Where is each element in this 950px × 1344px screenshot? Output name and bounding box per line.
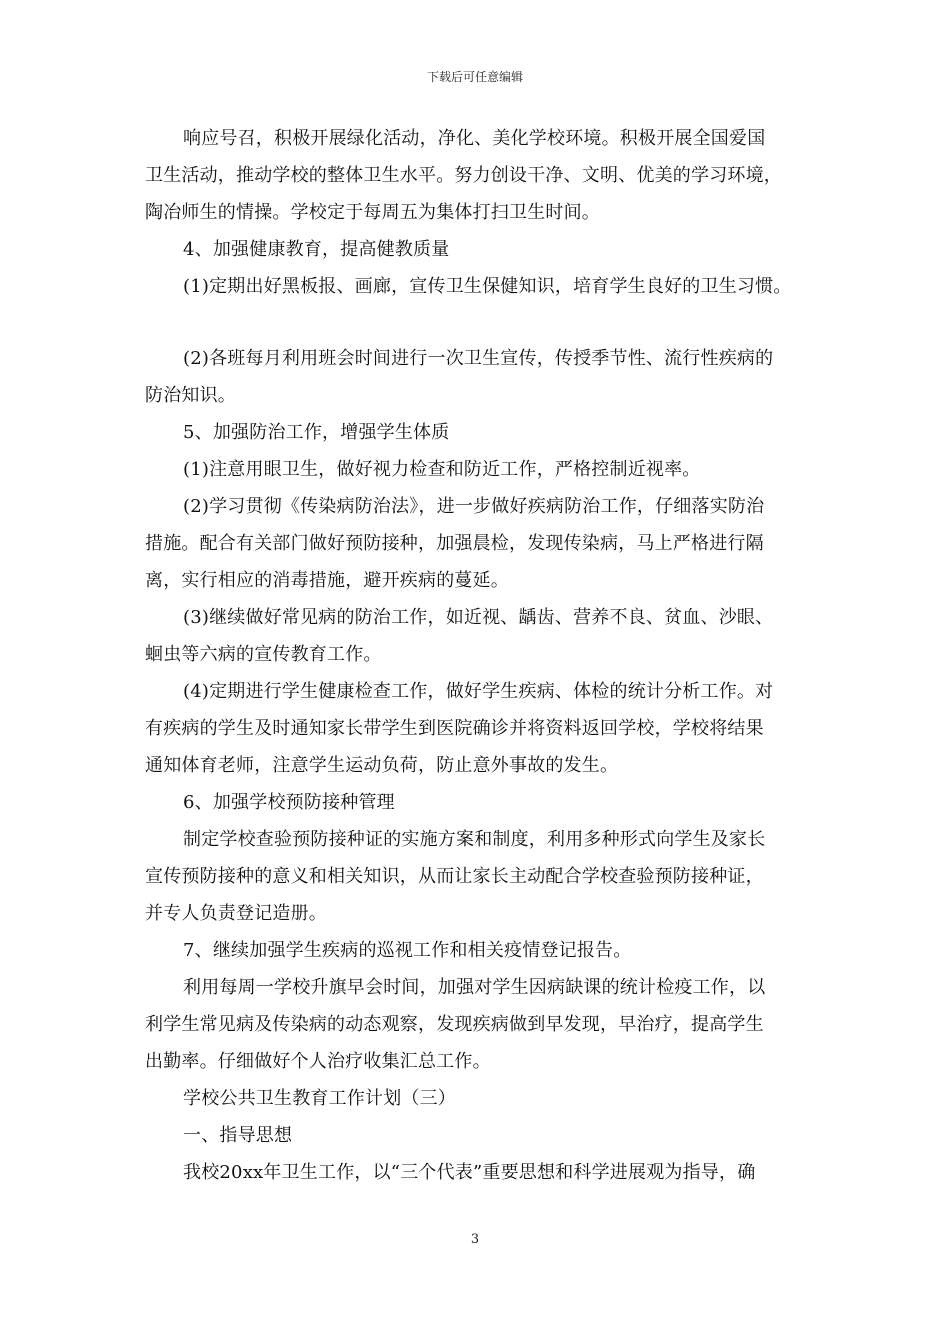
paragraph-line: 蛔虫等六病的宣传教育工作。 bbox=[145, 644, 382, 665]
paragraph-line: 通知体育老师，注意学生运动负荷，防止意外事故的发生。 bbox=[145, 755, 619, 776]
paragraph-line: 宣传预防接种的意义和相关知识，从而让家长主动配合学校查验预防接种证， bbox=[145, 866, 764, 887]
paragraph-line: 有疾病的学生及时通知家长带学生到医院确诊并将资料返回学校，学校将结果 bbox=[145, 718, 764, 739]
paragraph-line: 我校20xx年卫生工作，以“三个代表”重要思想和科学进展观为指导，确 bbox=[183, 1162, 756, 1183]
paragraph-line: (3)继续做好常见病的防治工作，如近视、龋齿、营养不良、贫血、沙眼、 bbox=[183, 607, 774, 628]
section-heading: 7、继续加强学生疾病的巡视工作和相关疫情登记报告。 bbox=[183, 940, 632, 961]
paragraph-line: 离，实行相应的消毒措施，避开疾病的蔓延。 bbox=[145, 570, 509, 591]
document-body bbox=[145, 120, 810, 1191]
paragraph-line: 出勤率。仔细做好个人治疗收集汇总工作。 bbox=[145, 1051, 491, 1072]
section-heading: 6、加强学校预防接种管理 bbox=[183, 792, 395, 813]
paragraph-line: 利学生常见病及传染病的动态观察，发现疾病做到早发现，早治疗，提高学生 bbox=[145, 1014, 764, 1035]
paragraph-line: 卫生活动，推动学校的整体卫生水平。努力创设干净、文明、优美的学习环境， bbox=[145, 165, 782, 186]
paragraph-line: (1)注意用眼卫生，做好视力检查和防近工作，严格控制近视率。 bbox=[183, 459, 701, 480]
paragraph-line: 并专人负责登记造册。 bbox=[145, 903, 327, 924]
page-header: 下载后可任意编辑 bbox=[426, 70, 523, 84]
page-number: 3 bbox=[470, 1232, 480, 1247]
paragraph-line: 制定学校查验预防接种证的实施方案和制度，利用多种形式向学生及家长 bbox=[183, 829, 766, 850]
paragraph-line: (2)学习贯彻《传染病防治法》，进一步做好疾病防治工作，仔细落实防治 bbox=[183, 496, 765, 517]
paragraph-line: 利用每周一学校升旗早会时间，加强对学生因病缺课的统计检疫工作，以 bbox=[183, 977, 766, 998]
paragraph-line: 陶冶师生的情操。学校定于每周五为集体打扫卫生时间。 bbox=[145, 202, 600, 223]
blank-gap bbox=[145, 305, 810, 340]
paragraph-line: (1)定期出好黑板报、画廊，宣传卫生保健知识，培育学生良好的卫生习惯。 bbox=[183, 276, 792, 297]
paragraph-line: (4)定期进行学生健康检查工作，做好学生疾病、体检的统计分析工作。对 bbox=[183, 681, 774, 702]
document-title: 学校公共卫生教育工作计划（三） bbox=[183, 1088, 456, 1109]
paragraph-line: (2)各班每月利用班会时间进行一次卫生宣传，传授季节性、流行性疾病的 bbox=[183, 348, 774, 369]
paragraph-line: 响应号召，积极开展绿化活动，净化、美化学校环境。积极开展全国爱国 bbox=[183, 128, 766, 149]
paragraph-line: 措施。配合有关部门做好预防接种，加强晨检，发现传染病，马上严格进行隔 bbox=[145, 533, 764, 554]
paragraph-line: 防治知识。 bbox=[145, 385, 236, 406]
section-heading: 5、加强防治工作，增强学生体质 bbox=[183, 422, 450, 443]
section-heading: 4、加强健康教育，提高健教质量 bbox=[183, 239, 450, 260]
section-heading: 一、指导思想 bbox=[183, 1125, 293, 1146]
